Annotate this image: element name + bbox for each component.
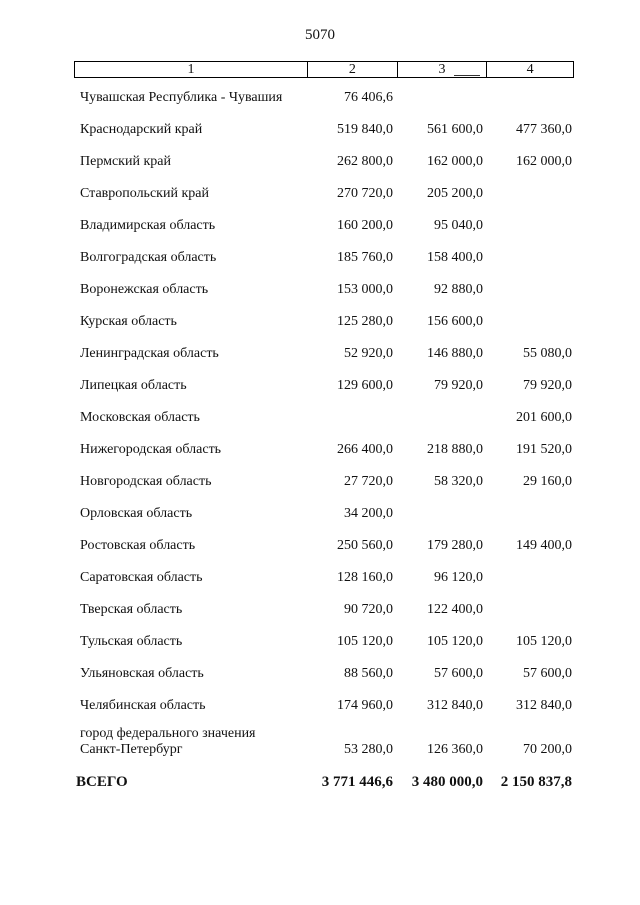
value-col-2: 519 840,0 bbox=[337, 122, 393, 137]
value-col-4: 162 000,0 bbox=[516, 154, 572, 169]
value-col-2: 185 760,0 bbox=[337, 250, 393, 265]
value-col-3: 561 600,0 bbox=[427, 122, 483, 137]
region-name: Пермский край bbox=[80, 154, 171, 169]
page-number: 5070 bbox=[305, 27, 335, 43]
value-col-3: 58 320,0 bbox=[434, 474, 483, 489]
value-col-3: 205 200,0 bbox=[427, 186, 483, 201]
table-row bbox=[74, 494, 574, 526]
region-name: Волгоградская область bbox=[80, 250, 217, 265]
table-row bbox=[74, 110, 574, 142]
table-row bbox=[74, 334, 574, 366]
value-col-3: 122 400,0 bbox=[427, 602, 483, 617]
value-col-4: 55 080,0 bbox=[523, 346, 572, 361]
value-col-3: 126 360,0 bbox=[427, 742, 483, 757]
total-col-3: 3 480 000,0 bbox=[411, 774, 483, 790]
table-row bbox=[74, 78, 574, 110]
table-row bbox=[74, 238, 574, 270]
value-col-2: 90 720,0 bbox=[344, 602, 393, 617]
value-col-2: 262 800,0 bbox=[337, 154, 393, 169]
total-col-2: 3 771 446,6 bbox=[321, 774, 393, 790]
table-row bbox=[74, 270, 574, 302]
value-col-4: 312 840,0 bbox=[516, 698, 572, 713]
region-name: Ростовская область bbox=[80, 538, 196, 553]
region-name: Нижегородская область bbox=[80, 442, 222, 457]
value-col-3: 179 280,0 bbox=[427, 538, 483, 553]
value-col-4: 57 600,0 bbox=[523, 666, 572, 681]
value-col-3: 96 120,0 bbox=[434, 570, 483, 585]
value-col-2: 153 000,0 bbox=[337, 282, 393, 297]
value-col-4: 70 200,0 bbox=[523, 742, 572, 757]
value-col-4: 79 920,0 bbox=[523, 378, 572, 393]
region-name-line-2: Санкт-Петербург bbox=[80, 742, 183, 757]
table-row bbox=[74, 366, 574, 398]
table-row bbox=[74, 686, 574, 718]
value-col-2: 53 280,0 bbox=[344, 742, 393, 757]
value-col-3: 158 400,0 bbox=[427, 250, 483, 265]
region-name: Московская область bbox=[80, 410, 200, 425]
region-name: Орловская область bbox=[80, 506, 193, 521]
table-row bbox=[74, 430, 574, 462]
column-header-2: 2 bbox=[307, 62, 397, 77]
value-col-2: 160 200,0 bbox=[337, 218, 393, 233]
value-col-3: 156 600,0 bbox=[427, 314, 483, 329]
value-col-4: 29 160,0 bbox=[523, 474, 572, 489]
value-col-3: 146 880,0 bbox=[427, 346, 483, 361]
value-col-2: 27 720,0 bbox=[344, 474, 393, 489]
column-header-3 bbox=[397, 62, 487, 77]
table-row bbox=[74, 526, 574, 558]
table-row bbox=[74, 558, 574, 590]
region-name: Тульская область bbox=[80, 634, 183, 649]
value-col-4: 201 600,0 bbox=[516, 410, 572, 425]
region-name-spb bbox=[80, 726, 305, 758]
value-col-3: 162 000,0 bbox=[427, 154, 483, 169]
value-col-4: 105 120,0 bbox=[516, 634, 572, 649]
region-name: Челябинская область bbox=[80, 698, 206, 713]
region-name: Владимирская область bbox=[80, 218, 216, 233]
region-name: Саратовская область bbox=[80, 570, 203, 585]
table-row bbox=[74, 622, 574, 654]
table-row bbox=[74, 302, 574, 334]
value-col-2: 34 200,0 bbox=[344, 506, 393, 521]
table-row bbox=[74, 654, 574, 686]
underline-mark bbox=[454, 75, 480, 76]
region-name: Тверская область bbox=[80, 602, 183, 617]
region-name: Ставропольский край bbox=[80, 186, 209, 201]
value-col-2: 128 160,0 bbox=[337, 570, 393, 585]
value-col-2: 250 560,0 bbox=[337, 538, 393, 553]
value-col-3: 105 120,0 bbox=[427, 634, 483, 649]
table-row bbox=[74, 590, 574, 622]
value-col-3: 92 880,0 bbox=[434, 282, 483, 297]
value-col-2: 76 406,6 bbox=[344, 90, 393, 105]
value-col-2: 88 560,0 bbox=[344, 666, 393, 681]
region-name: Краснодарский край bbox=[80, 122, 203, 137]
table-row bbox=[74, 398, 574, 430]
table-row-spb bbox=[74, 726, 574, 762]
region-name: Ульяновская область bbox=[80, 666, 204, 681]
column-header-3-label: 3 bbox=[438, 62, 446, 77]
value-col-3: 218 880,0 bbox=[427, 442, 483, 457]
region-name: Липецкая область bbox=[80, 378, 187, 393]
table-row bbox=[74, 142, 574, 174]
region-name: Новгородская область bbox=[80, 474, 212, 489]
table-row bbox=[74, 206, 574, 238]
region-name: Курская область bbox=[80, 314, 177, 329]
column-header-1: 1 bbox=[187, 62, 195, 77]
value-col-4: 477 360,0 bbox=[516, 122, 572, 137]
region-name: Воронежская область bbox=[80, 282, 209, 297]
table-header bbox=[74, 61, 574, 78]
value-col-2: 52 920,0 bbox=[344, 346, 393, 361]
value-col-2: 174 960,0 bbox=[337, 698, 393, 713]
region-name-line-1: город федерального значения bbox=[80, 726, 256, 741]
total-label: ВСЕГО bbox=[76, 774, 128, 790]
value-col-3: 79 920,0 bbox=[434, 378, 483, 393]
table-row-total bbox=[74, 762, 574, 794]
value-col-2: 266 400,0 bbox=[337, 442, 393, 457]
value-col-2: 125 280,0 bbox=[337, 314, 393, 329]
value-col-3: 95 040,0 bbox=[434, 218, 483, 233]
region-name: Ленинградская область bbox=[80, 346, 219, 361]
value-col-3: 312 840,0 bbox=[427, 698, 483, 713]
table-row bbox=[74, 462, 574, 494]
value-col-2: 105 120,0 bbox=[337, 634, 393, 649]
column-header-4: 4 bbox=[486, 62, 573, 77]
value-col-4: 149 400,0 bbox=[516, 538, 572, 553]
total-col-4: 2 150 837,8 bbox=[500, 774, 572, 790]
value-col-2: 129 600,0 bbox=[337, 378, 393, 393]
region-name: Чувашская Республика - Чувашия bbox=[80, 90, 283, 105]
table-row bbox=[74, 174, 574, 206]
value-col-2: 270 720,0 bbox=[337, 186, 393, 201]
value-col-3: 57 600,0 bbox=[434, 666, 483, 681]
value-col-4: 191 520,0 bbox=[516, 442, 572, 457]
